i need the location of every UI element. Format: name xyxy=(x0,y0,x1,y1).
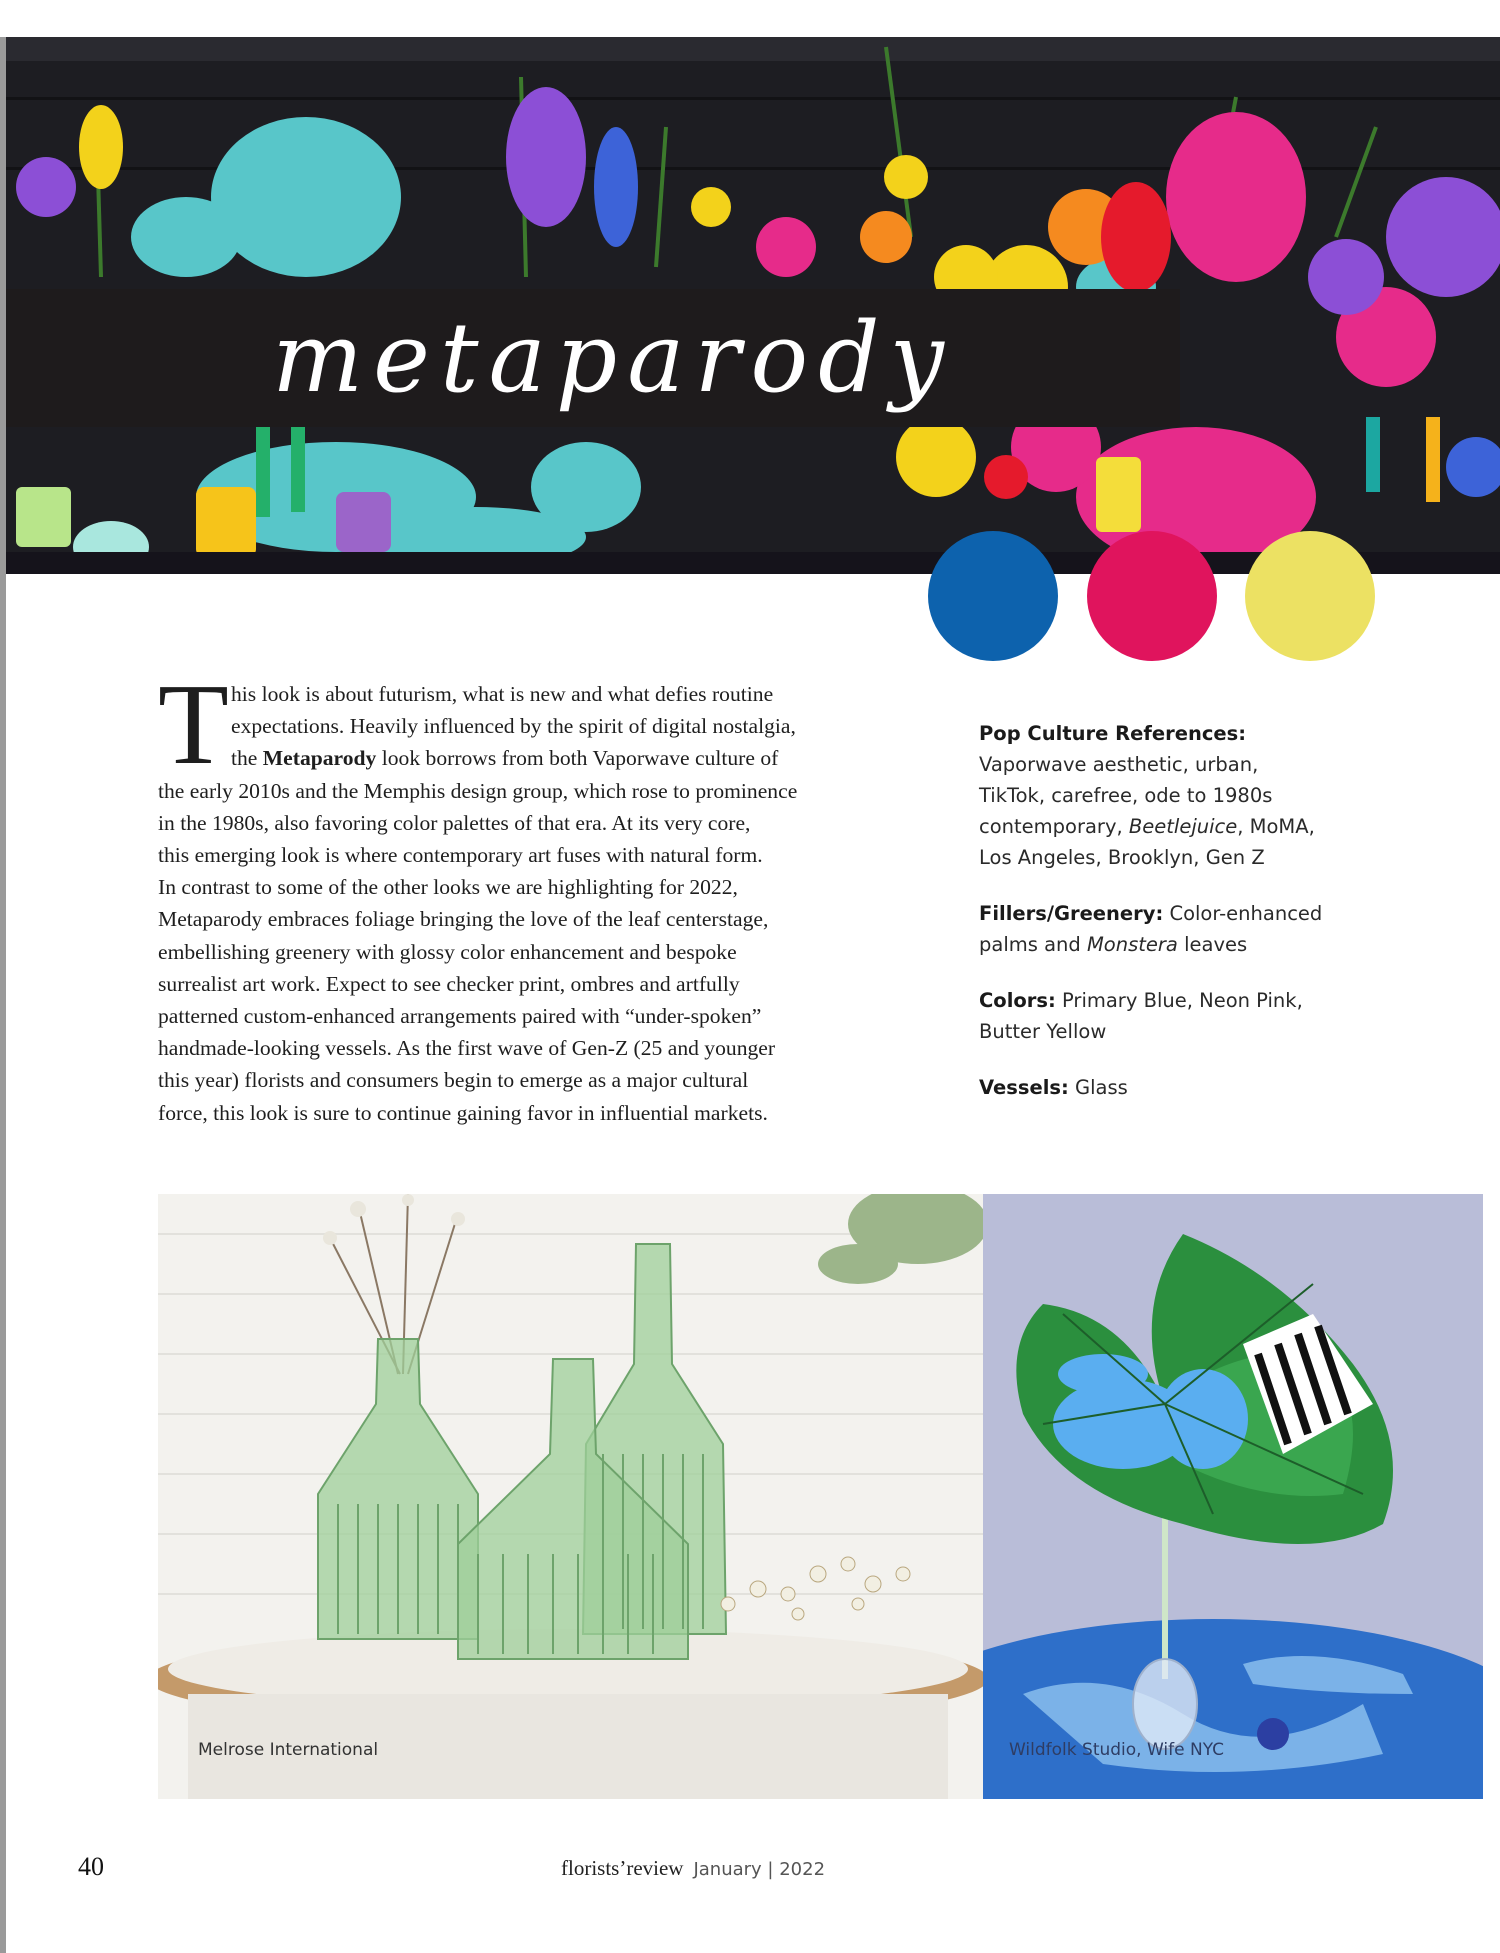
colors-label: Colors: xyxy=(979,989,1056,1012)
glass-vessels-illustration xyxy=(158,1194,984,1799)
photo-credit-right: Wildfolk Studio, Wife NYC xyxy=(1009,1740,1225,1760)
metaparody-bold: Metaparody xyxy=(262,746,377,771)
painted-leaf-illustration xyxy=(983,1194,1483,1799)
article-line: this year) florists and consumers begin to emerge as a major cultural xyxy=(158,1068,749,1093)
article-line: surrealist art work. Expect to see checker print, ombres and artfully xyxy=(158,971,740,996)
photo-credit-left: Melrose International xyxy=(198,1740,379,1760)
color-swatch-primary-blue xyxy=(928,531,1058,661)
article-line: Metaparody embraces foliage bringing the love of the leaf centerstage, xyxy=(158,907,769,932)
issue-date: January | 2022 xyxy=(693,1859,826,1880)
magazine-page xyxy=(6,37,1500,1953)
page-title: metaparody xyxy=(272,302,954,414)
article-line: force, this look is sure to continue gaining favor in influential markets. xyxy=(158,1100,768,1125)
article-body xyxy=(158,678,928,1129)
pop-culture-label: Pop Culture References: xyxy=(979,722,1247,745)
article-line: patterned custom-enhanced arrangements paired with “under-spoken” xyxy=(158,1004,762,1029)
pop-culture-block: Pop Culture References: Vaporwave aesthetic, urban, TikTok, carefree, ode to 1980s contemporary, Beetlejuice, MoMA, Los Angeles, Brooklyn, Gen Z xyxy=(979,718,1399,873)
article-line: handmade-looking vessels. As the first wave of Gen-Z (25 and younger xyxy=(158,1036,776,1061)
title-band xyxy=(6,289,1180,427)
article-line: the Metaparody look borrows from both Vaporwave culture of xyxy=(231,746,779,771)
hero-image xyxy=(6,37,1500,574)
color-swatch-neon-pink xyxy=(1087,531,1217,661)
article-line: In contrast to some of the other looks we are highlighting for 2022, xyxy=(158,875,738,900)
top-margin xyxy=(0,0,1500,37)
article-line: the early 2010s and the Memphis design group, which rose to prominence xyxy=(158,778,798,803)
page-number: 40 xyxy=(78,1852,104,1881)
article-line: in the 1980s, also favoring color palettes of that era. At its very core, xyxy=(158,810,751,835)
vessels-label: Vessels: xyxy=(979,1076,1069,1099)
color-swatch-butter-yellow xyxy=(1245,531,1375,661)
trend-sidebar xyxy=(979,718,1399,1128)
vessels-block: Vessels: Glass xyxy=(979,1076,1128,1099)
fillers-block: Fillers/Greenery: Color-enhanced palms and Monstera leaves xyxy=(979,902,1323,956)
article-line: this emerging look is where contemporary art fuses with natural form. xyxy=(158,843,763,868)
magazine-name: florists’review xyxy=(561,1856,684,1880)
article-line: expectations. Heavily influenced by the spirit of digital nostalgia, xyxy=(231,714,796,739)
article-line: his look is about futurism, what is new and what defies routine xyxy=(231,682,774,706)
photo-painted-leaf xyxy=(983,1194,1483,1799)
article-line: embellishing greenery with glossy color enhancement and bespoke xyxy=(158,939,737,964)
running-footer xyxy=(561,1856,825,1881)
fillers-label: Fillers/Greenery: xyxy=(979,902,1164,925)
drop-cap: T xyxy=(158,661,229,789)
colors-block: Colors: Primary Blue, Neon Pink, Butter Yellow xyxy=(979,989,1303,1043)
photo-glass-vessels xyxy=(158,1194,984,1799)
